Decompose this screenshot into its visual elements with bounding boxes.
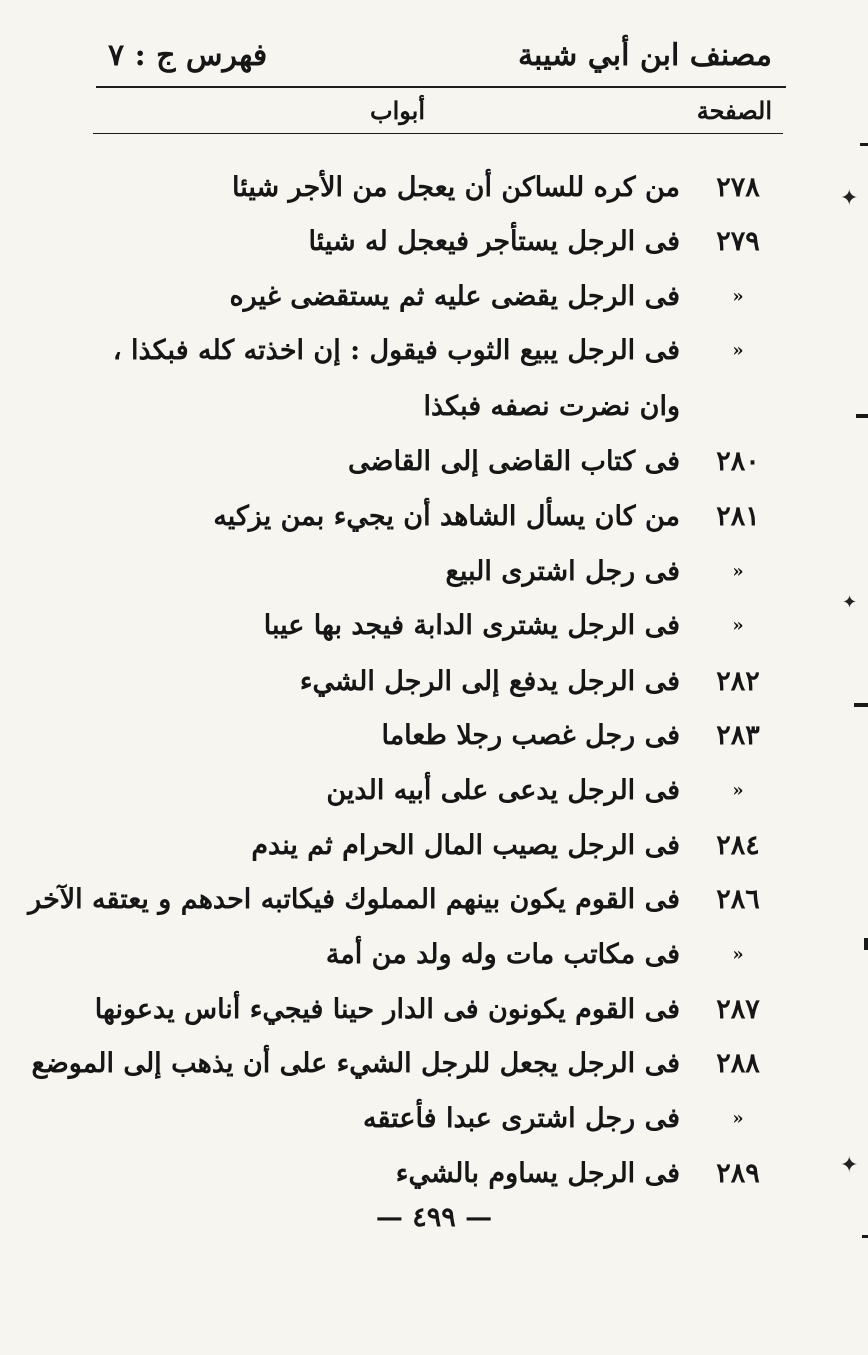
- entry-title: فى الرجل يصيب المال الحرام ثم يندم: [251, 830, 680, 861]
- entry-page-number: ٢٨٠: [716, 446, 760, 477]
- entry-ditto-mark: «: [732, 340, 744, 361]
- column-header-rule: [93, 133, 783, 134]
- entry-title: فى الرجل يقضى عليه ثم يستقضى غيره: [229, 281, 680, 312]
- scan-mark: [864, 938, 868, 950]
- index-entry: [78, 269, 768, 325]
- index-entry: [78, 214, 768, 270]
- index-entry: [78, 434, 768, 490]
- entry-page-number: ٢٨٦: [716, 884, 760, 915]
- index-entry: [78, 818, 768, 874]
- entry-title: فى الرجل يجعل للرجل الشيء على أن يذهب إلى الموضع: [31, 1048, 680, 1079]
- entry-page-number: ٢٧٩: [716, 226, 760, 257]
- entry-ditto-mark: «: [732, 615, 744, 636]
- volume-label: فهرس ج : ٧: [108, 38, 268, 73]
- index-entry: [78, 598, 768, 654]
- index-entry: [78, 323, 768, 435]
- entry-ditto-mark: «: [732, 944, 744, 965]
- entry-title: فى رجل اشترى البيع: [445, 556, 680, 587]
- index-entry: [78, 1091, 768, 1147]
- header-rule: [96, 86, 786, 88]
- index-entry: [31, 1036, 768, 1092]
- entry-ditto-mark: «: [732, 561, 744, 582]
- entry-title: من كره للساكن أن يعجل من الأجر شيئا: [232, 172, 680, 203]
- entry-page-number: ٢٨٨: [716, 1048, 760, 1079]
- page-number: — ٤٩٩ —: [375, 1202, 493, 1233]
- registration-mark-icon: ✦: [840, 1153, 859, 1178]
- entry-title: من كان يسأل الشاهد أن يجيء بمن يزكيه: [213, 501, 680, 532]
- index-entry: [28, 872, 768, 928]
- scan-mark: [856, 414, 868, 418]
- index-entry: [78, 544, 768, 600]
- column-header-chapters: أبواب: [370, 96, 426, 125]
- scan-mark: [854, 703, 868, 707]
- entry-title: فى الرجل يدعى على أبيه الدين: [326, 775, 680, 806]
- entry-page-number: ٢٨٩: [716, 1158, 760, 1189]
- entry-page-number: ٢٧٨: [716, 172, 760, 203]
- entry-page-number: ٢٨٣: [716, 720, 760, 751]
- registration-mark-icon: ✦: [842, 592, 858, 613]
- index-entry: [78, 1146, 768, 1202]
- entry-page-number: ٢٨١: [716, 501, 760, 532]
- entry-ditto-mark: «: [732, 780, 744, 801]
- entry-title: فى القوم يكون بينهم المملوك فيكاتبه احدهم و يعتقه الآخر: [28, 884, 680, 915]
- entry-page-number: ٢٨٧: [716, 994, 760, 1025]
- entry-ditto-mark: «: [732, 1108, 744, 1129]
- index-entry: [78, 489, 768, 545]
- index-entry: [78, 763, 768, 819]
- column-header-page: الصفحة: [696, 96, 772, 125]
- entry-page-number: ٢٨٢: [716, 666, 760, 697]
- entry-title: فى الرجل يدفع إلى الرجل الشيء: [299, 666, 680, 697]
- entry-title: فى رجل غصب رجلا طعاما: [381, 720, 680, 751]
- scan-mark: [862, 1235, 868, 1238]
- entry-title: فى الرجل يساوم بالشيء: [395, 1158, 680, 1189]
- scan-mark: [860, 143, 868, 146]
- entry-title: فى الرجل يبيع الثوب فيقول : إن اخذته كله فبكذا ، وان نضرت نصفه فبكذا: [112, 335, 680, 422]
- index-entry: [78, 708, 768, 764]
- entry-title: فى القوم يكونون فى الدار حينا فيجيء أناس يدعونها: [94, 994, 680, 1025]
- index-entry: [78, 160, 768, 216]
- index-entry: [78, 927, 768, 983]
- entry-title: فى الرجل يشترى الدابة فيجد بها عيبا: [263, 610, 680, 641]
- entry-title: فى كتاب القاضى إلى القاضى: [348, 446, 680, 477]
- index-entry: [78, 982, 768, 1038]
- entry-ditto-mark: «: [732, 286, 744, 307]
- index-entry: [78, 654, 768, 710]
- book-title: مصنف ابن أبي شيبة: [517, 38, 772, 73]
- entry-page-number: ٢٨٤: [716, 830, 760, 861]
- registration-mark-icon: ✦: [840, 186, 859, 211]
- entry-title: فى رجل اشترى عبدا فأعتقه: [363, 1103, 680, 1134]
- entry-title: فى مكاتب مات وله ولد من أمة: [325, 939, 680, 970]
- entry-title: فى الرجل يستأجر فيعجل له شيئا: [308, 226, 680, 257]
